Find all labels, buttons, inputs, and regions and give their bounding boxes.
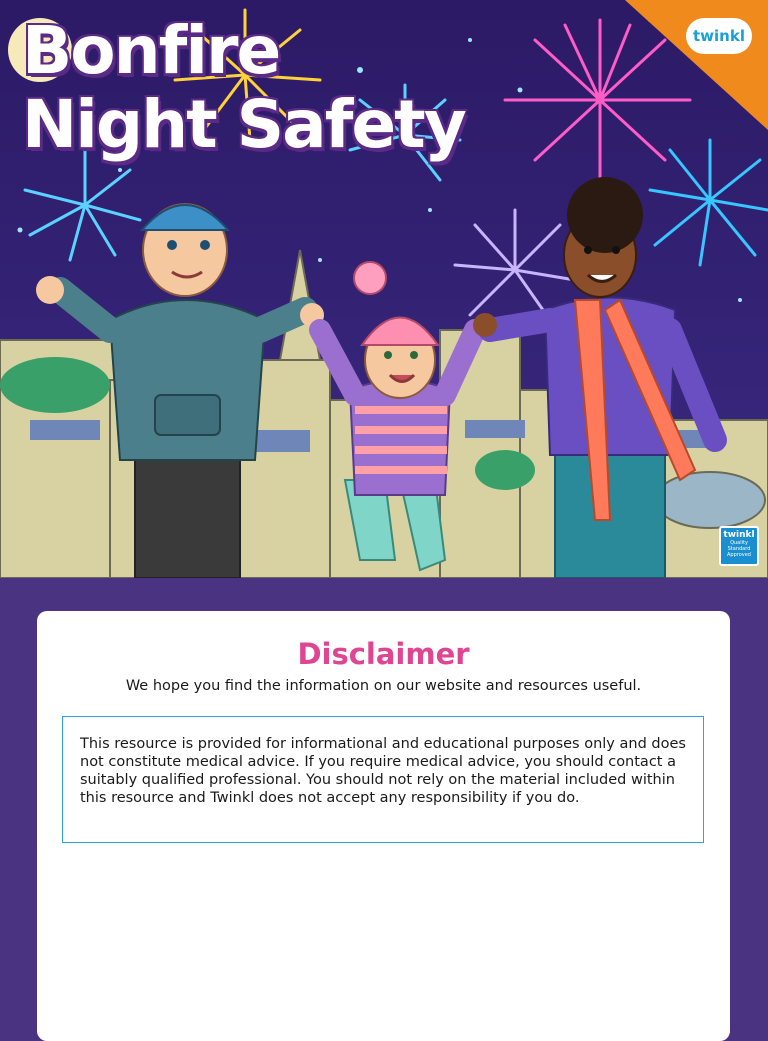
badge-title: twinkl [723,530,755,540]
disclaimer-intro: We hope you find the information on our website and resources useful. [125,678,642,694]
logo-wordmark: twinkl [693,27,745,45]
cover-title-line-1: Bonfire [22,12,280,89]
disclaimer-heading: Disclaimer [297,637,470,671]
cover-title-line-2: Night Safety [22,86,465,163]
twinkl-logo [686,18,752,54]
disclaimer-notice-box [62,716,704,843]
cover-title [22,14,465,162]
badge-text: Quality Standard Approved [727,540,751,558]
disclaimer-card [37,611,730,1041]
disclaimer-body: This resource is provided for informational and educational purposes only and does not constitute medical advice. If you require medical advice, you should contact a suitably qualified professional. You should not rely on the material included within this resource and Twinkl does not accept any responsibility if you do. [80,736,686,806]
quality-badge [719,526,759,566]
